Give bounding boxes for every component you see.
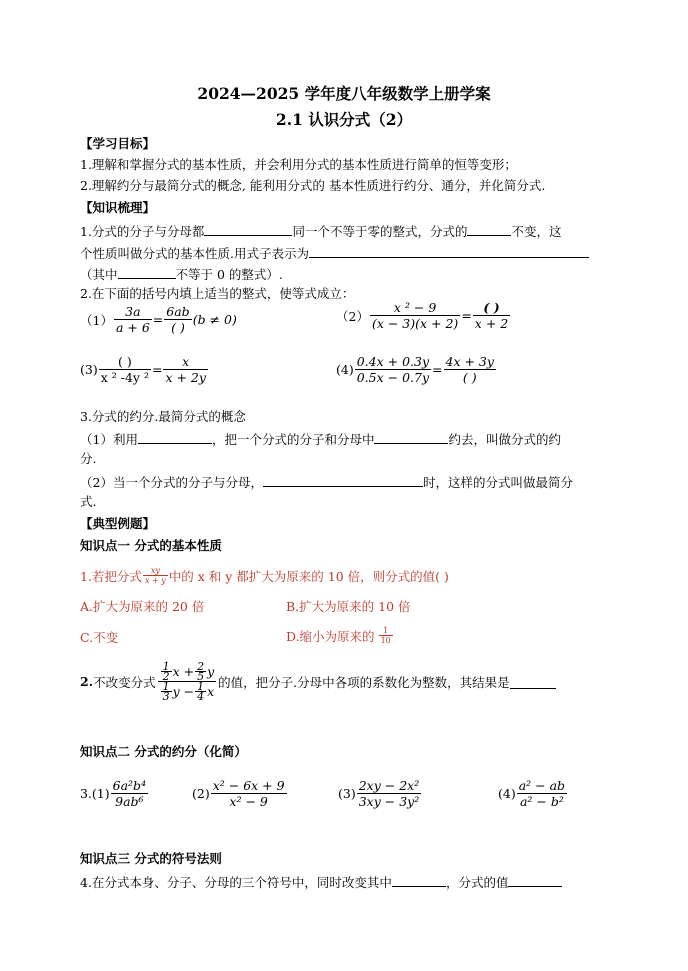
- blank-line[interactable]: [138, 430, 212, 444]
- numerator: a² − ab: [518, 778, 566, 793]
- fraction: [444, 354, 496, 385]
- equals-sign: =: [432, 362, 443, 377]
- blank-line[interactable]: [263, 473, 423, 487]
- blank-line[interactable]: [204, 222, 292, 236]
- text: 中的 x 和 y 都扩大为原来的 10 倍，则分式的值( ): [168, 568, 449, 584]
- text: 时，这样的分式叫做最简分: [422, 475, 573, 490]
- fraction: [357, 778, 422, 809]
- fraction: [143, 566, 168, 585]
- option-c[interactable]: C.不变: [80, 630, 119, 645]
- numerator: 0.4x + 0.3y: [356, 354, 430, 369]
- numerator: 2xy − 2x²: [357, 778, 422, 794]
- review-q1-text-e: （其中: [80, 267, 118, 282]
- reduce-problem-2: [192, 778, 288, 809]
- numerator: 3a: [114, 304, 152, 320]
- fraction: [211, 778, 287, 809]
- section-heading-review: 【知识梳理】: [80, 200, 156, 215]
- numerator: 1: [162, 680, 170, 693]
- problem-label: (4): [498, 786, 516, 801]
- term: y: [207, 664, 215, 679]
- term: y −: [172, 684, 195, 699]
- numerator: x² − 6x + 9: [212, 778, 285, 793]
- text: ，分式的值: [445, 875, 509, 890]
- fraction: [379, 626, 393, 645]
- denominator: (x − 3)(x + 2): [371, 316, 459, 331]
- review-q1-text-f: 不等于 0 的整式）.: [175, 267, 283, 282]
- review-q3: 3.分式的约分.最简分式的概念: [80, 409, 246, 424]
- equation-4: [336, 354, 497, 385]
- fraction: [473, 300, 510, 331]
- fraction: [195, 662, 206, 681]
- fraction: [161, 682, 172, 701]
- denominator: 3xy − 3y²: [358, 794, 420, 809]
- review-q3-2-line1: [80, 473, 573, 491]
- text: 约去，叫做分式的约: [448, 432, 561, 447]
- denominator: x + y: [144, 576, 166, 585]
- numerator: 2: [197, 660, 205, 673]
- equation-2: [336, 300, 511, 331]
- fraction: [517, 778, 567, 809]
- answer-blank[interactable]: ( ): [462, 370, 477, 385]
- numerator: x ² − 9: [370, 300, 460, 316]
- numerator: 1: [379, 626, 393, 636]
- reduce-problem-1: [80, 778, 149, 809]
- example-q4: [80, 873, 562, 891]
- review-q3-1-line2: 分.: [80, 451, 97, 466]
- example-q2: [80, 662, 556, 701]
- problem-label: 3.(1): [80, 786, 110, 801]
- fraction: [114, 304, 152, 335]
- fraction: [370, 300, 460, 331]
- complex-numerator: [158, 662, 217, 682]
- review-q1-line3: [80, 265, 283, 283]
- fraction: [355, 354, 431, 385]
- answer-blank[interactable]: ( ): [99, 354, 151, 370]
- complex-fraction: [158, 662, 217, 701]
- blank-line[interactable]: [510, 675, 556, 689]
- reduce-problem-3: [338, 778, 422, 809]
- denominator: x ² -4y ²: [100, 370, 149, 385]
- question-number: 2.: [80, 674, 94, 689]
- review-q3-2-line2: 式.: [80, 494, 97, 509]
- review-q1-text-b: 同一个不等于零的整式，分式的: [292, 224, 468, 239]
- knowledge-point-2-heading: 知识点二 分式的约分（化简）: [80, 744, 247, 759]
- equation-label: (4): [336, 362, 354, 377]
- denominator: 10: [380, 636, 391, 645]
- text: （1）利用: [80, 432, 138, 447]
- equation-label: （2）: [336, 308, 369, 324]
- fraction: [195, 682, 206, 701]
- numerator: 6a²b⁴: [112, 778, 147, 793]
- option-d[interactable]: [286, 626, 394, 645]
- text: 4.在分式本身、分子、分母的三个符号中，同时改变其中: [80, 875, 392, 890]
- denominator: 4: [197, 690, 205, 703]
- fraction: [99, 354, 151, 385]
- equation-label: （1）: [80, 312, 113, 328]
- equals-sign: =: [461, 308, 472, 323]
- problem-label: (2): [192, 786, 210, 801]
- denominator: a² − b²: [519, 794, 564, 809]
- term: x +: [172, 664, 195, 679]
- review-q1-text-a: 1.分式的分子与分母都: [80, 224, 205, 239]
- fraction: [111, 778, 148, 809]
- denominator: 0.5x − 0.7y: [356, 370, 430, 385]
- numerator: 6ab: [166, 304, 190, 319]
- knowledge-point-3-heading: 知识点三 分式的符号法则: [80, 851, 222, 866]
- condition: (b ≠ 0): [192, 312, 237, 327]
- knowledge-point-1-heading: 知识点一 分式的基本性质: [80, 538, 222, 553]
- review-q1-line2: [80, 244, 589, 262]
- equation-3: [80, 354, 209, 385]
- blank-line[interactable]: [118, 265, 176, 279]
- denominator: x² − 9: [229, 794, 268, 809]
- example-q1: [80, 566, 449, 585]
- goal-item-2: 2.理解约分与最简分式的概念, 能利用分式的 基本性质进行约分、通分，并化简分式.: [80, 178, 546, 193]
- review-q3-1-line1: [80, 430, 561, 448]
- denominator: 2: [162, 670, 170, 683]
- denominator: x + 2: [474, 316, 509, 331]
- denominator: 5: [197, 670, 205, 683]
- text: 的值，把分子.分母中各项的系数化为整数，其结果是: [218, 674, 510, 690]
- denominator: 3: [162, 690, 170, 703]
- complex-denominator: [158, 682, 217, 701]
- blank-line[interactable]: [309, 244, 589, 258]
- numerator: 1: [197, 680, 205, 693]
- equation-1: [80, 304, 237, 335]
- equals-sign: =: [151, 362, 163, 377]
- review-q1-text-d: 个性质叫做分式的基本性质.用式子表示为: [80, 246, 309, 261]
- section-heading-goals: 【学习目标】: [80, 136, 156, 151]
- blank-line[interactable]: [508, 873, 562, 887]
- denominator: a + 6: [115, 320, 150, 335]
- reduce-problem-4: [498, 778, 568, 809]
- goal-item-1: 1.理解和掌握分式的基本性质，并会利用分式的基本性质进行简单的恒等变形；: [80, 157, 517, 172]
- lesson-title: 2.1 认识分式（2）: [275, 110, 413, 129]
- review-q1-text-c: 不变，这: [511, 224, 562, 239]
- equation-label: (3): [80, 362, 98, 377]
- text: 1.若把分式: [80, 568, 142, 584]
- answer-blank[interactable]: ( ): [171, 320, 185, 335]
- review-q2: 2.在下面的括号内填上适当的整式，使等式成立：: [80, 286, 355, 301]
- blank-line[interactable]: [374, 430, 448, 444]
- section-heading-examples: 【典型例题】: [80, 516, 156, 531]
- blank-line[interactable]: [467, 222, 511, 236]
- option-a[interactable]: A.扩大为原来的 20 倍: [80, 599, 205, 614]
- fraction: [161, 662, 172, 681]
- fraction: [164, 304, 191, 335]
- fraction: [163, 354, 208, 385]
- equals-sign: =: [152, 312, 164, 327]
- numerator: x: [163, 354, 208, 370]
- text: D.缩小为原来的: [286, 628, 375, 644]
- denominator: 9ab⁶: [115, 794, 144, 809]
- answer-blank[interactable]: ( ): [473, 300, 510, 316]
- numerator: 4x + 3y: [445, 354, 494, 369]
- text: ，把一个分式的分子和分母中: [211, 432, 375, 447]
- numerator: 1: [162, 660, 170, 673]
- term: x: [207, 684, 215, 699]
- text: （2）当一个分式的分子与分母，: [80, 475, 263, 490]
- worksheet-title: 2024—2025 学年度八年级数学上册学案: [197, 84, 491, 103]
- blank-line[interactable]: [392, 873, 446, 887]
- numerator: xy: [143, 566, 168, 576]
- denominator: x + 2y: [165, 370, 206, 385]
- review-q1-line1: [80, 222, 561, 240]
- problem-label: (3): [338, 786, 356, 801]
- text: 不改变分式: [93, 674, 156, 690]
- option-b[interactable]: B.扩大为原来的 10 倍: [286, 599, 411, 614]
